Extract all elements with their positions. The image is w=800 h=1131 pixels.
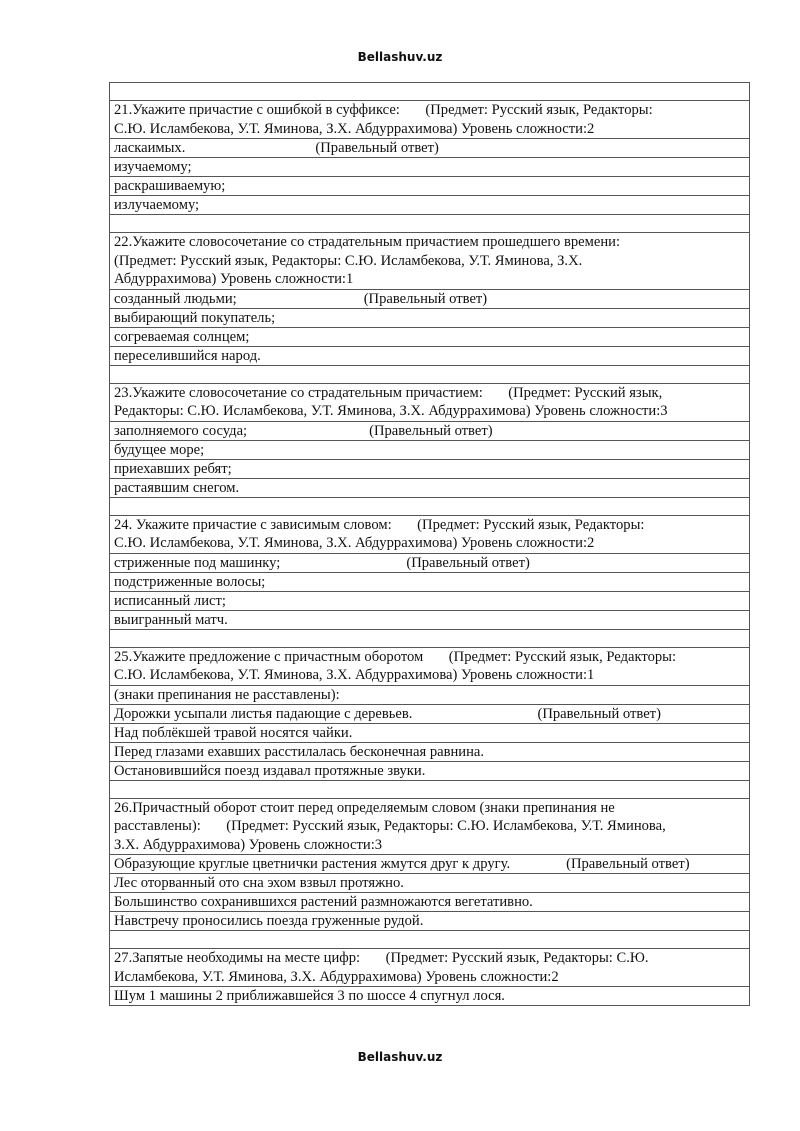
answer-option (109, 290, 750, 309)
answer-option (109, 328, 750, 347)
question-text (109, 516, 750, 554)
spacer-row (109, 630, 750, 648)
question-text (109, 384, 750, 422)
answer-text: раскрашиваемую; (114, 178, 226, 194)
correct-answer-mark: (Правельный ответ) (537, 705, 661, 722)
correct-answer-mark: (Правельный ответ) (406, 554, 530, 571)
question-line: С.Ю. Исламбекова, У.Т. Яминова, З.Х. Абдуррахимова) Уровень сложности:1 (114, 667, 595, 683)
question-line: 23.Укажите словосочетание со страдательным причастием: (Предмет: Русский язык, (114, 384, 663, 401)
question-line: 26.Причастный оборот стоит перед определяемым словом (знаки препинания не (114, 799, 615, 816)
question-line: С.Ю. Исламбекова, У.Т. Яминова, З.Х. Абдуррахимова) Уровень сложности:2 (114, 120, 595, 137)
answer-option (109, 479, 750, 498)
site-header: Bellashuv.uz (357, 50, 443, 64)
answer-option (109, 874, 750, 893)
question-line: 24. Укажите причастие с зависимым словом: (Предмет: Русский язык, Редакторы: (114, 516, 645, 533)
answer-option (109, 592, 750, 611)
answer-text: стриженные под машинку; (114, 554, 281, 571)
question-line: 25.Укажите предложение с причастным оборотом (Предмет: Русский язык, Редакторы: (114, 648, 677, 665)
answer-option (109, 743, 750, 762)
question-line: Исламбекова, У.Т. Яминова, З.Х. Абдуррахимова) Уровень сложности:2 (114, 968, 559, 985)
answer-text: выигранный матч. (114, 611, 228, 628)
answer-option (109, 347, 750, 366)
answer-option (109, 196, 750, 215)
question-line: (Предмет: Русский язык, Редакторы: С.Ю. Исламбекова, У.Т. Яминова, З.Х. (114, 252, 583, 269)
answer-text: Шум 1 машины 2 приближавшейся 3 по шоссе 4 спугнул лося. (114, 988, 505, 1004)
answer-text: Образующие круглые цветнички растения жмутся друг к другу. (114, 856, 511, 872)
question-line: 21.Укажите причастие с ошибкой в суффиксе: (Предмет: Русский язык, Редакторы: (114, 102, 653, 118)
answer-text: Дорожки усыпали листья падающие с деревьев. (114, 705, 413, 722)
answer-option (109, 139, 750, 158)
answer-option (109, 441, 750, 460)
answer-text: будущее море; (114, 441, 205, 458)
answer-text: растаявшим снегом. (114, 479, 240, 496)
answer-text: Над поблёкшей травой носятся чайки. (114, 724, 353, 741)
question-line: С.Ю. Исламбекова, У.Т. Яминова, З.Х. Абдуррахимова) Уровень сложности:2 (114, 535, 595, 551)
answer-text: переселившийся народ. (114, 347, 261, 364)
question-line: 22.Укажите словосочетание со страдательным причастием прошедшего времени: (114, 234, 621, 250)
question-line: Абдуррахимова) Уровень сложности:1 (114, 271, 354, 287)
question-line: Редакторы: С.Ю. Исламбекова, У.Т. Яминова, З.Х. Абдуррахимова) Уровень сложности:3 (114, 403, 668, 419)
answer-text: изучаемому; (114, 159, 192, 175)
question-text (109, 799, 750, 856)
answer-option (109, 912, 750, 931)
spacer-row (109, 781, 750, 799)
answer-option (109, 705, 750, 724)
correct-answer-mark: (Правельный ответ) (363, 290, 488, 307)
answer-option (109, 158, 750, 177)
question-text (109, 233, 750, 290)
question-line: З.Х. Абдуррахимова) Уровень сложности:3 (114, 836, 383, 853)
question-line: 27.Запятые необходимы на месте цифр: (Предмет: Русский язык, Редакторы: С.Ю. (114, 950, 649, 966)
spacer-row (109, 83, 750, 101)
answer-text: исписанный лист; (114, 592, 226, 609)
site-footer: Bellashuv.uz (357, 1050, 443, 1064)
correct-answer-mark: (Правельный ответ) (566, 856, 690, 872)
answer-text: созданный людьми; (114, 290, 237, 307)
answer-option (109, 422, 750, 441)
question-text (109, 101, 750, 139)
answer-text: Навстречу проносились поезда груженные рудой. (114, 913, 424, 929)
answer-option (109, 554, 750, 573)
answer-option (109, 460, 750, 479)
answer-text: ласкаимых. (114, 140, 186, 156)
answer-option (109, 893, 750, 912)
spacer-row (109, 215, 750, 233)
answer-option (109, 611, 750, 630)
answer-text: излучаемому; (114, 197, 200, 213)
answer-option (109, 686, 750, 705)
spacer-row (109, 498, 750, 516)
answer-text: Большинство сохранившихся растений размножаются вегетативно. (114, 894, 533, 910)
question-text (109, 949, 750, 987)
answer-text: Остановившийся поезд издавал протяжные звуки. (114, 762, 426, 779)
answer-text: заполняемого сосуда; (114, 422, 248, 439)
answer-text: (знаки препинания не расставлены): (114, 686, 340, 703)
correct-answer-mark: (Правельный ответ) (369, 422, 493, 439)
question-line: расставлены): (Предмет: Русский язык, Редакторы: С.Ю. Исламбекова, У.Т. Яминова, (114, 818, 666, 834)
answer-option (109, 762, 750, 781)
answer-option (109, 309, 750, 328)
spacer-row (109, 931, 750, 949)
answer-text: Лес оторванный ото сна эхом взвыл протяжно. (114, 875, 404, 891)
answer-option (109, 177, 750, 196)
answer-option (109, 724, 750, 743)
answer-text: выбирающий покупатель; (114, 309, 276, 326)
answer-option (109, 855, 750, 874)
spacer-row (109, 366, 750, 384)
answer-text: согреваемая солнцем; (114, 328, 250, 345)
answer-text: Перед глазами ехавших расстилалась бесконечная равнина. (114, 743, 485, 760)
question-text (109, 648, 750, 686)
answer-option (109, 573, 750, 592)
answer-text: приехавших ребят; (114, 460, 232, 477)
answer-text: подстриженные волосы; (114, 573, 266, 590)
question-table (109, 82, 750, 1006)
correct-answer-mark: (Правельный ответ) (315, 140, 439, 156)
answer-option (109, 987, 750, 1006)
